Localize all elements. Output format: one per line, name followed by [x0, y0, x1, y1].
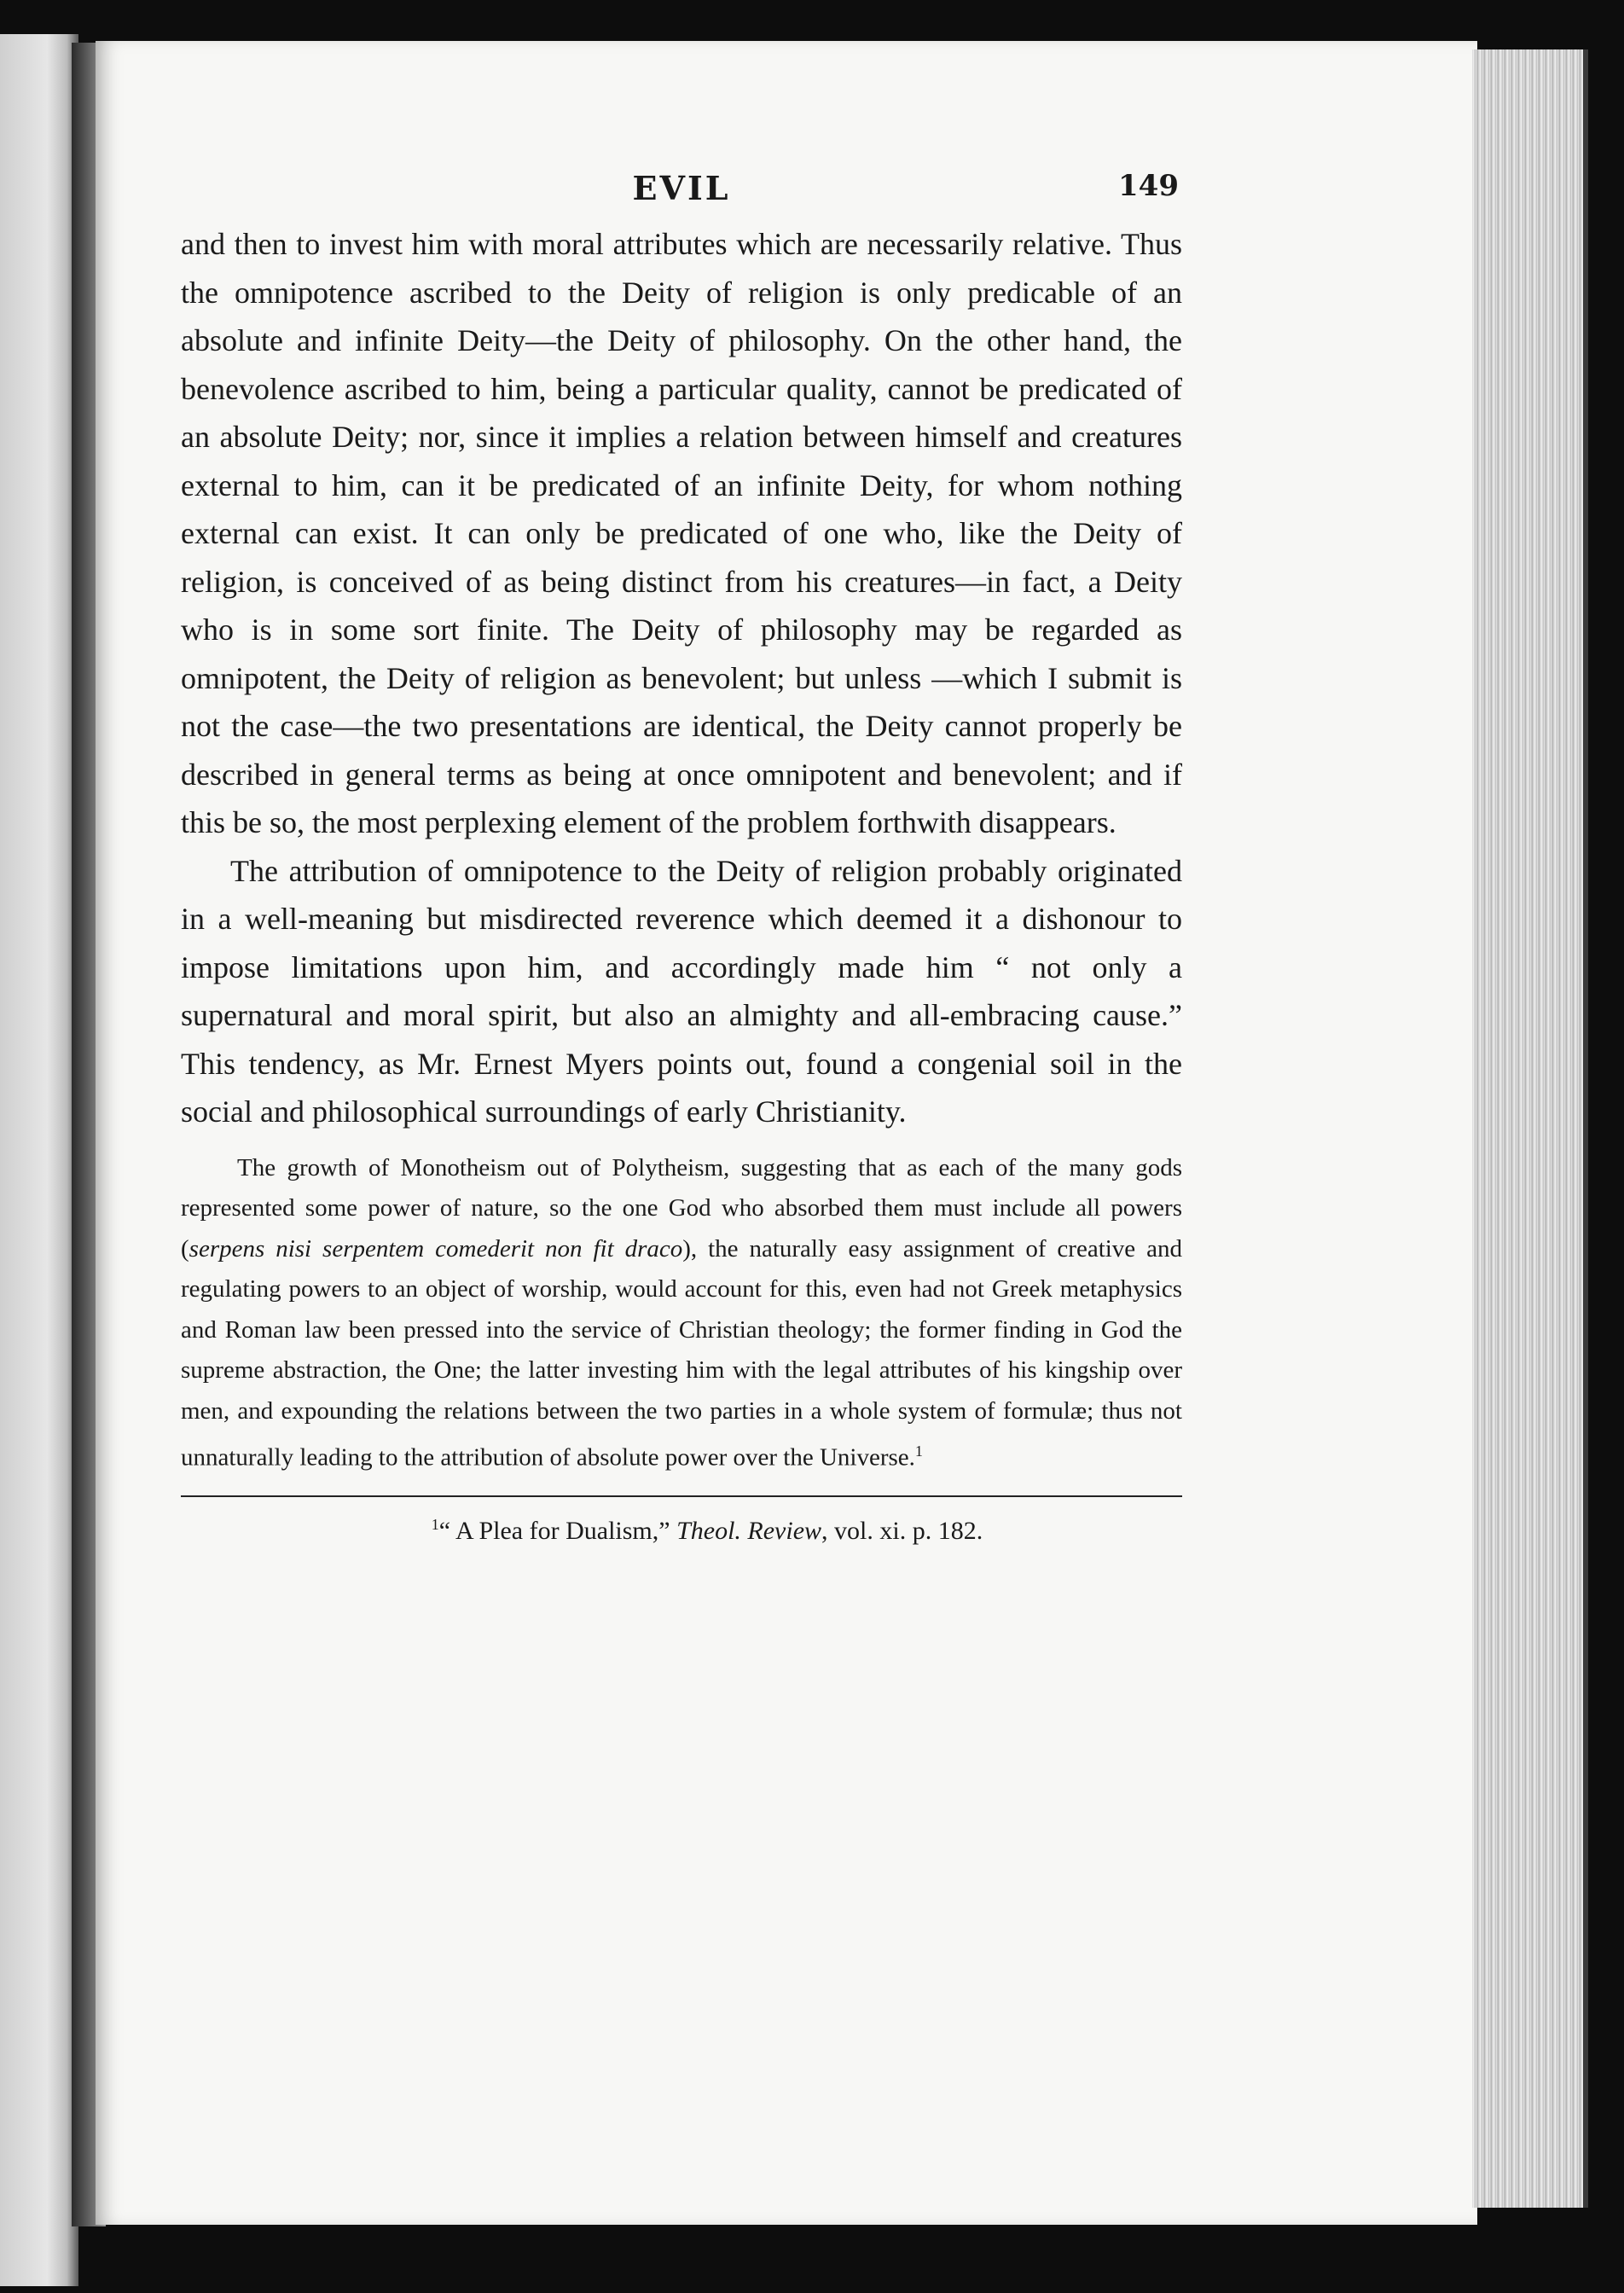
page-stack-edges: [1472, 49, 1588, 2208]
running-title: EVIL: [632, 169, 731, 207]
quote-latin-phrase: serpens nisi serpentem comederit non fit draco: [188, 1234, 683, 1263]
footnote-reference: 1: [914, 1443, 923, 1460]
page-text-block: [181, 169, 1182, 1550]
quote-text-start: The growth of Monotheism out of Polytheism, suggesting that as each of the many gods represented some power of nature, so the one God who absorbed them must include all powers (: [181, 1153, 1182, 1263]
body-paragraph-2: The attribution of omnipotence to the Deity of religion probably originated in a well-meaning but misdirected reverence which deemed it a dishonour to impose limitations upon him, and accordingly made him “ not only a supernatural and moral spirit, but also an almighty and all-embracing cause.” This tendency, as Mr. Ernest Myers points out, found a congenial soil in the social and philosophical surroundings of early Christianity.: [181, 853, 1182, 1129]
running-head: [181, 169, 1182, 220]
footnote: [181, 1506, 1182, 1550]
facing-page-edge: [0, 34, 78, 2286]
quote-text-end: ), the naturally easy assignment of creative and regulating powers to an object of worship, would account for this, even had not Greek metaphysics and Roman law been pressed into the service of Christian theology; the former finding in God the supreme abstraction, the One; the latter investing him with the legal attributes of his kingship over men, and expounding the relations between the two parties in a whole system of formulæ; thus not unnaturally leading to the attribution of absolute power over the Universe.: [181, 1234, 1182, 1472]
body-paragraph-1: and then to invest him with moral attributes which are necessarily relative. Thus the omnipotence ascribed to the Deity of religion is only predicable of an absolute and infinite Deity—the Deity of philosophy. On the other hand, the benevolence ascribed to him, being a particular quality, cannot be predicated of an absolute Deity; nor, since it implies a relation between himself and creatures external to him, can it be predicated of an infinite Deity, for whom nothing external can exist. It can only be predicated of one who, like the Deity of religion, is conceived of as being distinct from his creatures—in fact, a Deity who is in some sort finite. The Deity of philosophy may be regarded as omnipotent, the Deity of religion as benevolent; but unless —which I submit is not the case—the two presentations are identical, the Deity cannot properly be described in general terms as being at once omnipotent and benevolent; and if this be so, the most perplexing element of the problem forthwith disappears.: [181, 227, 1182, 839]
page-number: 149: [1118, 169, 1179, 203]
footnote-title: “ A Plea for Dualism,”: [438, 1517, 677, 1546]
footnote-rule: [181, 1495, 1182, 1497]
block-quote: [181, 1148, 1182, 1479]
footnote-journal: Theol. Review: [676, 1517, 822, 1546]
footnote-mark: 1: [431, 1516, 439, 1534]
footnote-citation: , vol. xi. p. 182.: [821, 1517, 983, 1546]
